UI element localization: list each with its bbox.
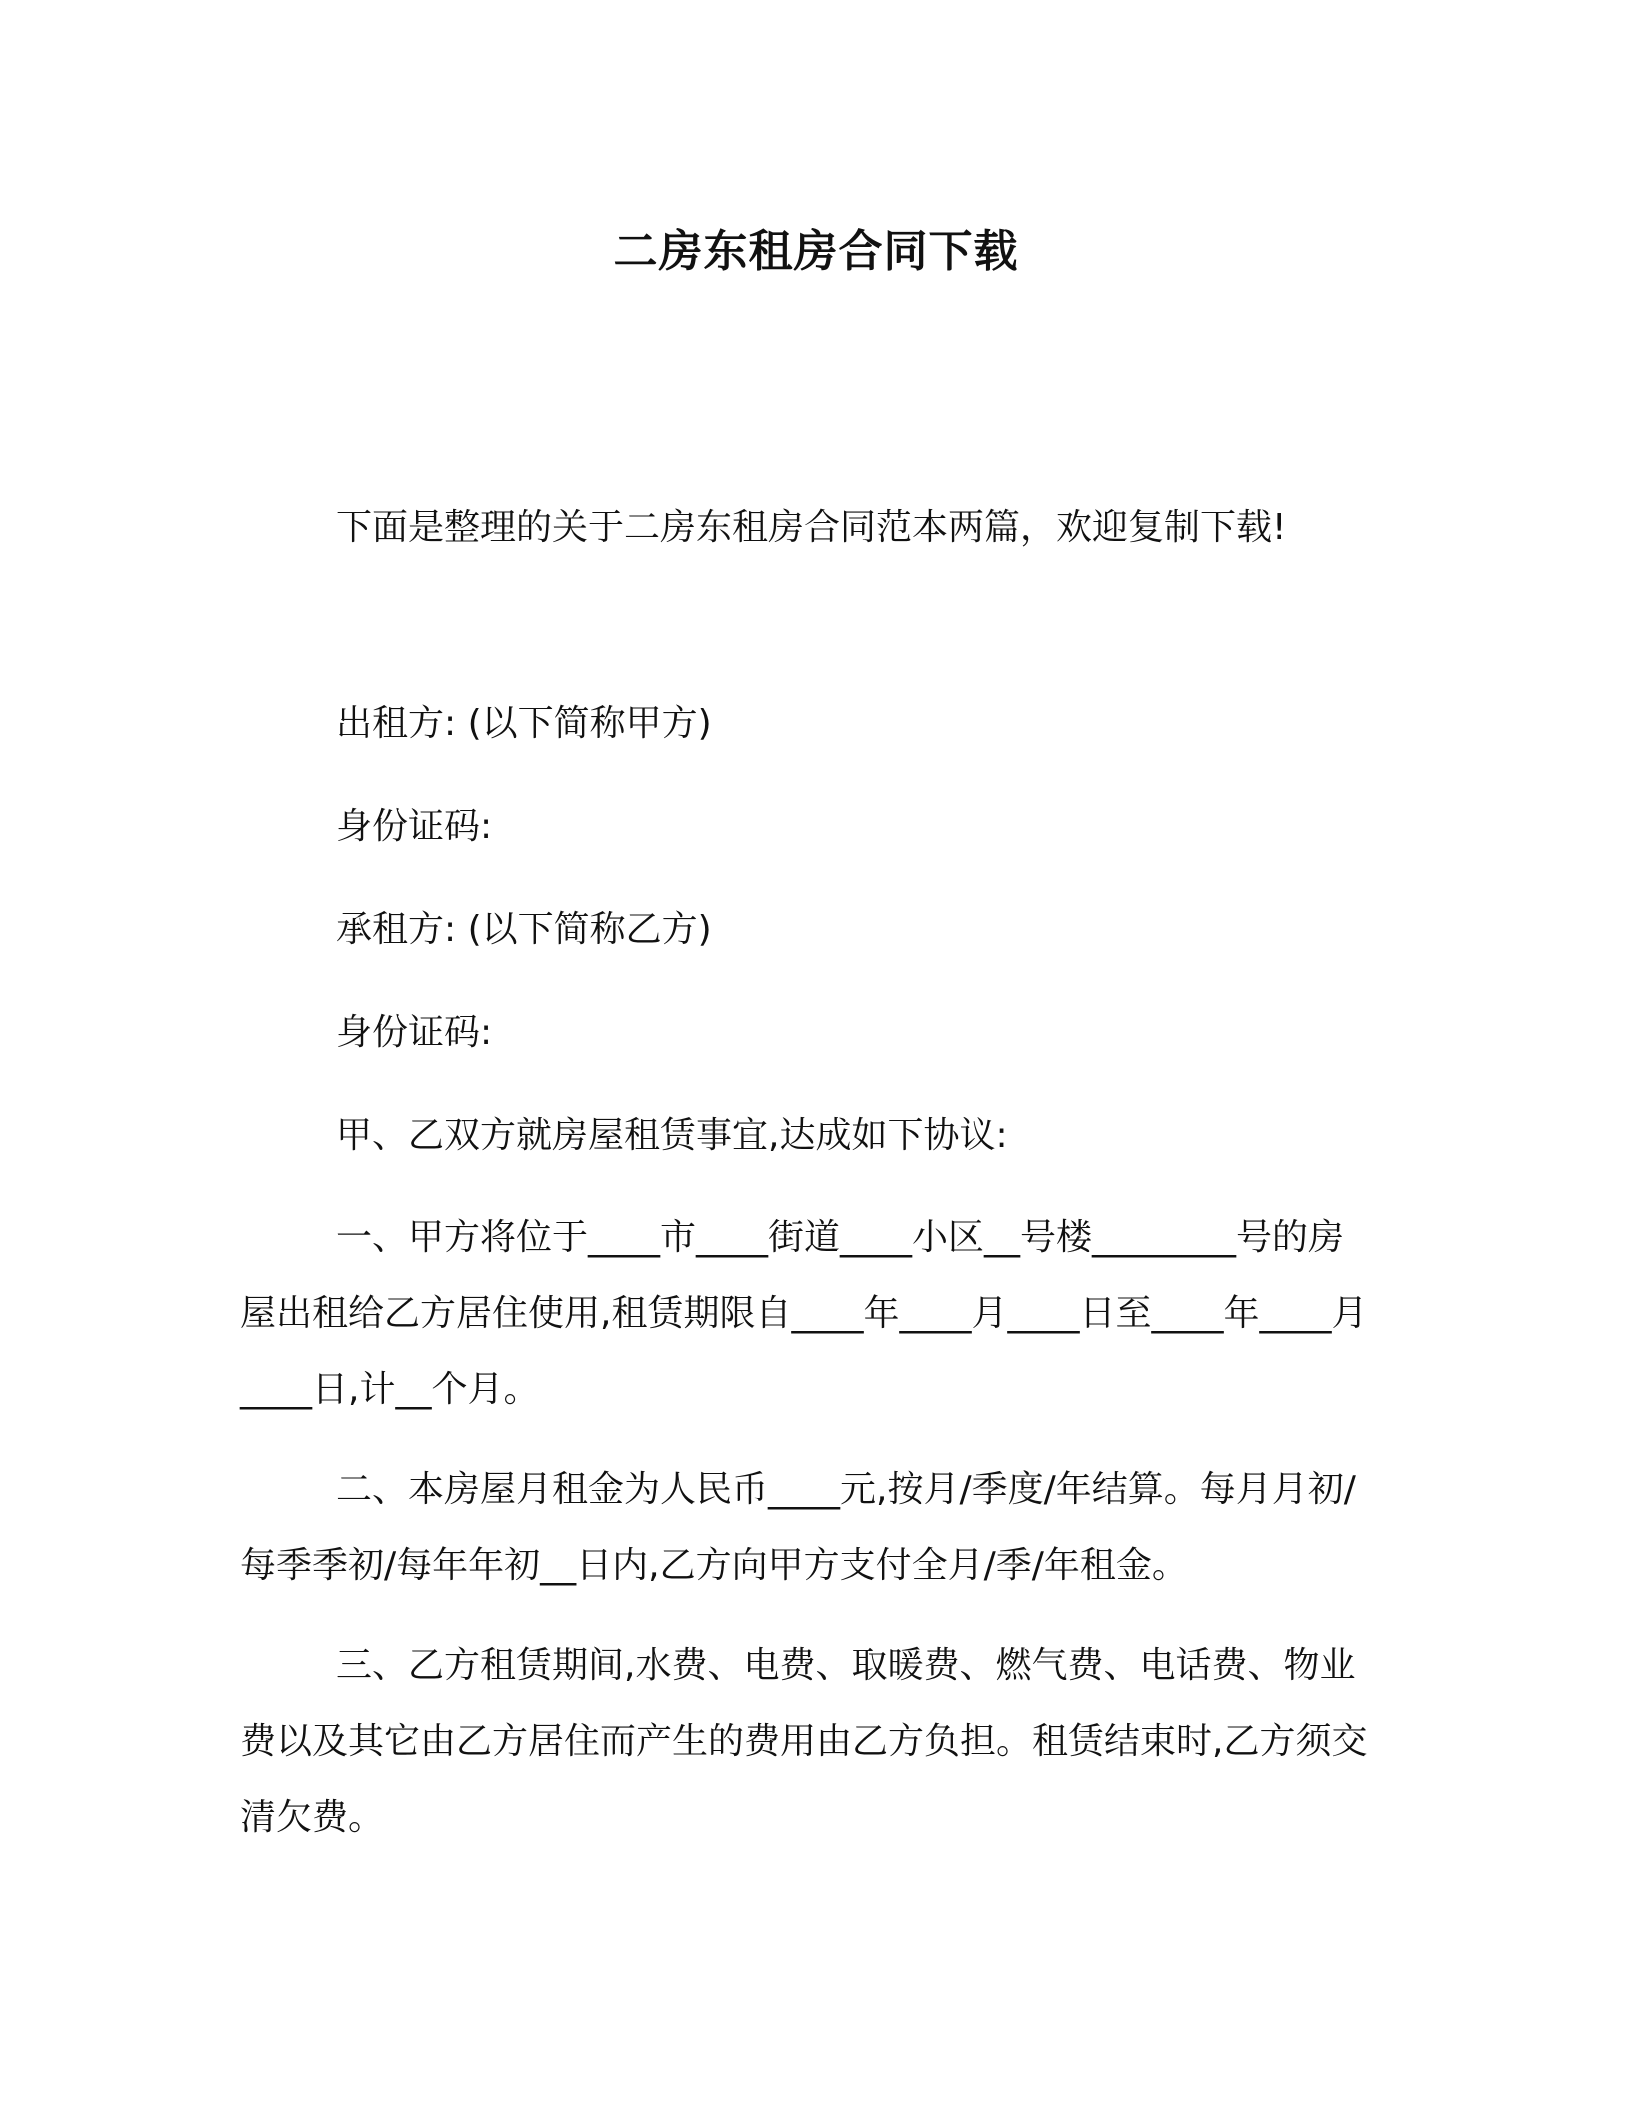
lessor-field: 出租方: (以下简称甲方) xyxy=(336,703,712,744)
clause-1: 一、甲方将位于____市____街道____小区__号楼________号的房屋出租给乙方居住使用,租赁期限自____年____月____日至____年____月____日,计__个月。 xyxy=(240,1217,1368,1410)
lessor-id-field: 身份证码: xyxy=(336,806,493,847)
clause-3: 三、乙方租赁期间,水费、电费、取暖费、燃气费、电话费、物业费以及其它由乙方居住而产生的费用由乙方负担。租赁结束时,乙方须交清欠费。 xyxy=(240,1645,1368,1838)
document-title: 二房东租房合同下载 xyxy=(613,226,1019,277)
clause-2: 二、本房屋月租金为人民币____元,按月/季度/年结算。每月月初/每季季初/每年年初__日内,乙方向甲方支付全月/季/年租金。 xyxy=(240,1469,1356,1586)
lessee-field: 承租方: (以下简称乙方) xyxy=(336,909,712,950)
intro-paragraph: 下面是整理的关于二房东租房合同范本两篇，欢迎复制下载! xyxy=(336,507,1287,548)
agreement-statement: 甲、乙双方就房屋租赁事宜,达成如下协议: xyxy=(336,1115,1008,1156)
lessee-id-field: 身份证码: xyxy=(336,1012,493,1053)
